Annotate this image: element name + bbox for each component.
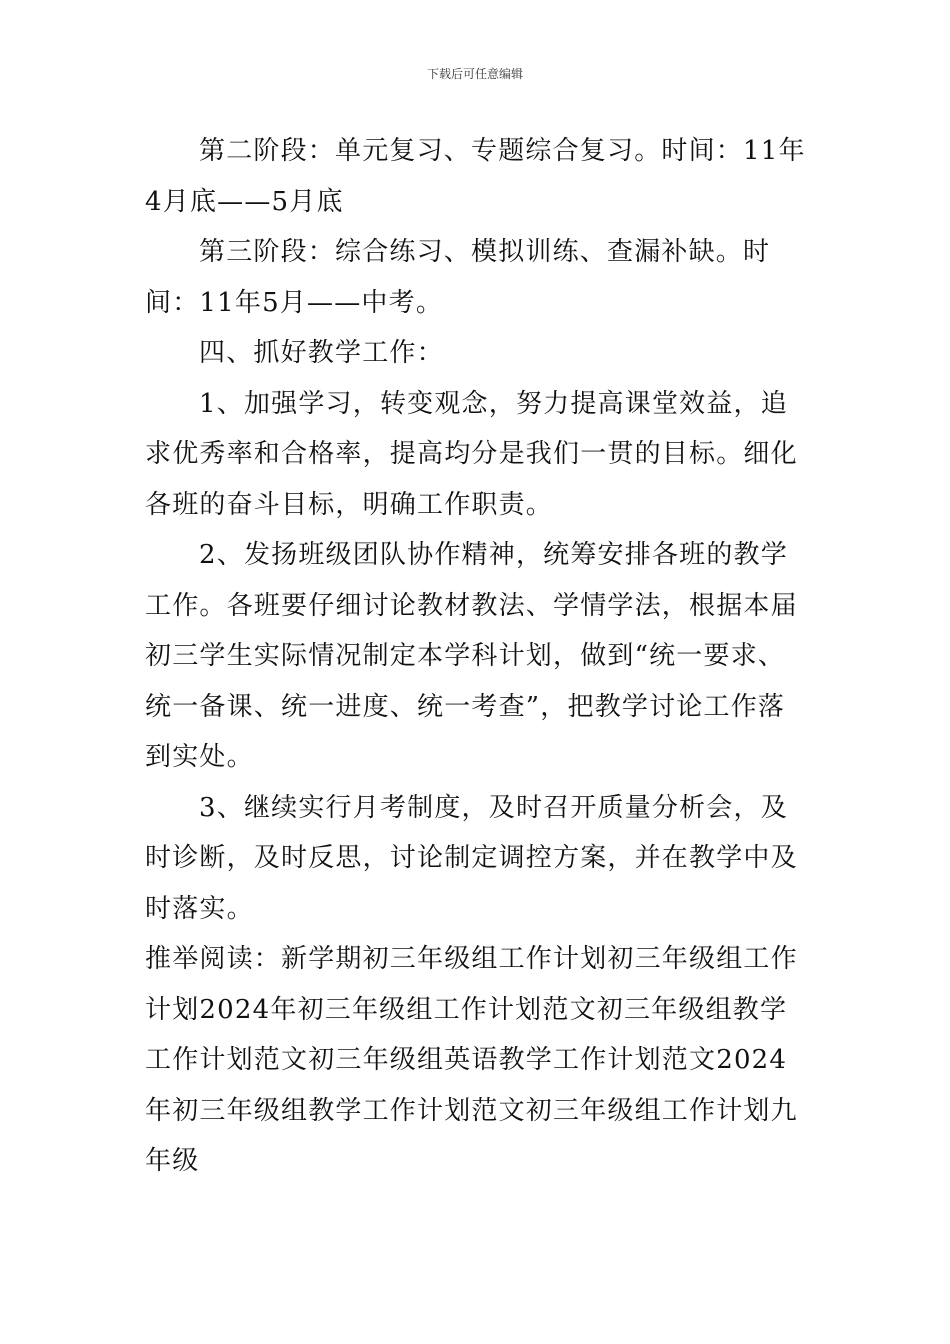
paragraph-stage-three: 第三阶段：综合练习、模拟训练、查漏补缺。时间：11年5月——中考。 (145, 237, 771, 318)
paragraph-item-1: 1、加强学习，转变观念，努力提高课堂效益，追求优秀率和合格率，提高均分是我们一贯的目标。细化各班的奋斗目标，明确工作职责。 (145, 388, 798, 520)
paragraph-item-3: 3、继续实行月考制度，及时召开质量分析会，及时诊断，及时反思，讨论制定调控方案，并在教学中及时落实。 (145, 792, 798, 924)
paragraph-stage-two: 第二阶段：单元复习、专题综合复习。时间：11年4月底——5月底 (145, 136, 806, 217)
paragraph-item-2: 2、发扬班级团队协作精神，统筹安排各班的教学工作。各班要仔细讨论教材教法、学情学法，根据本届初三学生实际情况制定本学科计划，做到“统一要求、统一备课、统一进度、统一考查”，把教学讨论工作落到实处。 (145, 540, 798, 772)
recommended-reading: 推举阅读：新学期初三年级组工作计划初三年级组工作计划2024年初三年级组工作计划范文初三年级组教学工作计划范文初三年级组英语教学工作计划范文2024年初三年级组教学工作计划范文初三年级组工作计划九年级 (145, 944, 798, 1176)
page-header: 下载后可任意编辑 (426, 67, 523, 81)
section-heading-teaching-work: 四、抓好教学工作： (199, 338, 444, 368)
document-body (145, 126, 810, 1187)
